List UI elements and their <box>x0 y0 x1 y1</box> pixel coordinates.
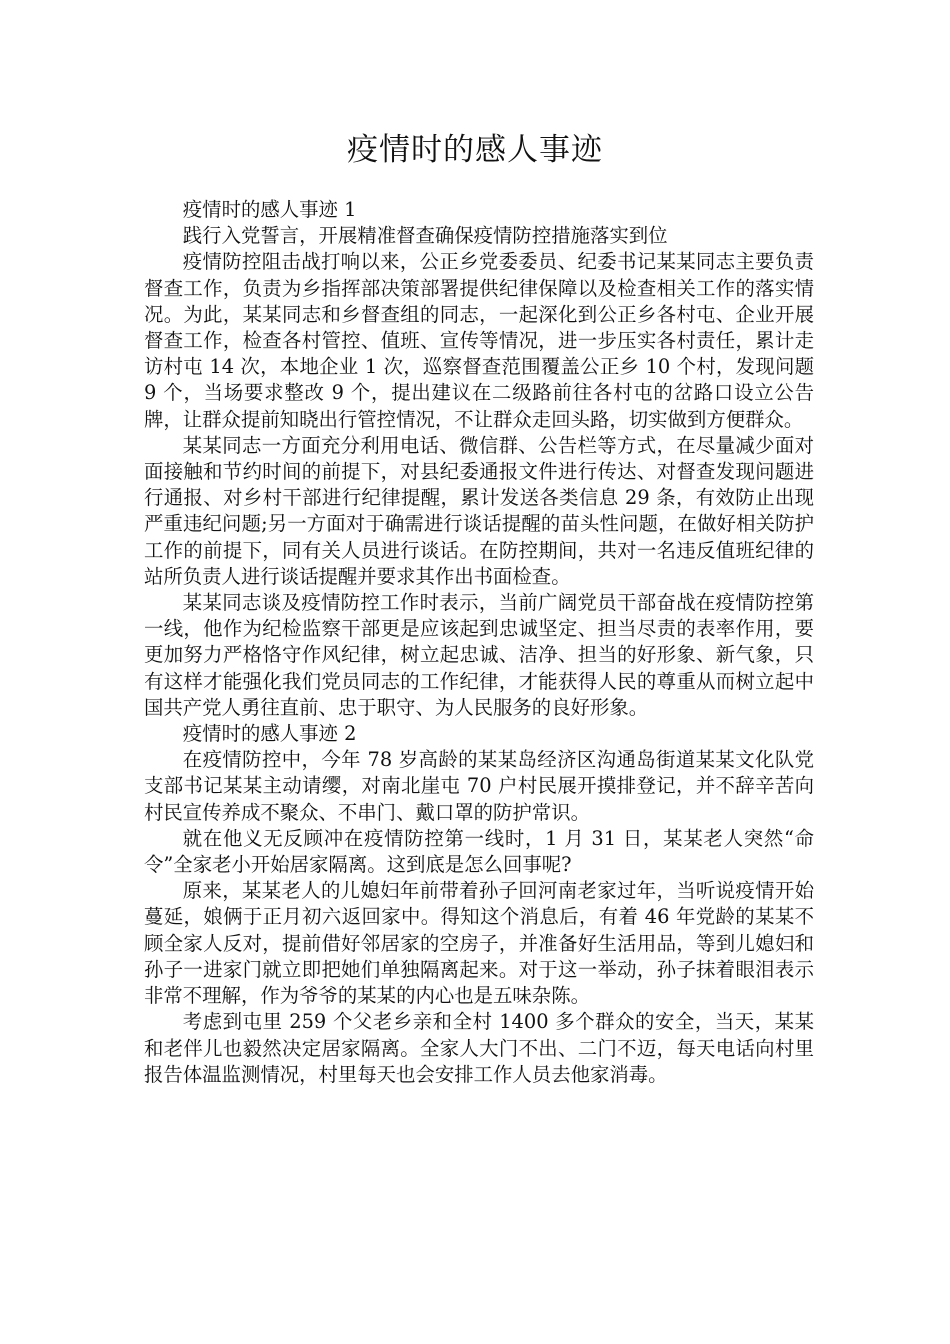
section-heading: 疫情时的感人事迹 2 <box>182 722 357 746</box>
paragraph: 践行入党誓言，开展精准督查确保疫情防控措施落实到位 <box>182 224 668 248</box>
paragraph: 原来，某某老人的儿媳妇年前带着孙子回河南老家过年，当听说疫情开始蔓延，娘俩于正月初六返回家中。得知这个消息后，有着 46 年党龄的某某不顾全家人反对，提前借好邻居家的空房子，并准备好生活用品，等到儿媳妇和孙子一进家门就立即把她们单独隔离起来。对于这一举动，孙子抹着眼泪表示非常不理解，作为爷爷的某某的内心也是五味杂陈。 <box>144 879 814 1008</box>
paragraph: 在疫情防控中，今年 78 岁高龄的某某岛经济区沟通岛街道某某文化队党支部书记某某主动请缨，对南北崖屯 70 户村民展开摸排登记，并不辞辛苦向村民宣传养成不聚众、不串门、戴口罩的防护常识。 <box>144 748 814 824</box>
section-heading: 疫情时的感人事迹 1 <box>182 198 357 221</box>
paragraph: 疫情防控阻击战打响以来，公正乡党委委员、纪委书记某某同志主要负责督查工作，负责为乡指挥部决策部署提供纪律保障以及检查相关工作的落实情况。为此，某某同志和乡督查组的同志，一起深化到公正乡各村屯、企业开展督查工作，检查各村管控、值班、宣传等情况，进一步压实各村责任，累计走访村屯 14 次，本地企业 1 次，巡察督查范围覆盖公正乡 10 个村，发现问题 9 个，当场要求整改 9 个，提出建议在二级路前往各村屯的岔路口设立公告牌，让群众提前知晓出行管控情况，不让群众走回头路，切实做到方便群众。 <box>144 250 814 431</box>
document-body <box>144 197 814 1088</box>
document-title: 疫情时的感人事迹 <box>347 132 603 168</box>
paragraph: 考虑到屯里 259 个父老乡亲和全村 1400 多个群众的安全，当天，某某和老伴儿也毅然决定居家隔离。全家人大门不出、二门不迈，每天电话向村里报告体温监测情况，村里每天也会安排工作人员去他家消毒。 <box>144 1010 814 1086</box>
paragraph: 某某同志谈及疫情防控工作时表示，当前广阔党员干部奋战在疫情防控第一线，他作为纪检监察干部更是应该起到忠诚坚定、担当尽责的表率作用，要更加努力严格恪守作风纪律，树立起忠诚、洁净、担当的好形象、新气象，只有这样才能强化我们党员同志的工作纪律，才能获得人民的尊重从而树立起中国共产党人勇往直前、忠于职守、为人民服务的良好形象。 <box>144 591 814 719</box>
paragraph: 某某同志一方面充分利用电话、微信群、公告栏等方式，在尽量减少面对面接触和节约时间的前提下，对县纪委通报文件进行传达、对督查发现问题进行通报、对乡村干部进行纪律提醒，累计发送各类信息 29 条，有效防止出现严重违纪问题;另一方面对于确需进行谈话提醒的苗头性问题，在做好相关防护工作的前提下，同有关人员进行谈话。在防控期间，共对一名违反值班纪律的站所负责人进行谈话提醒并要求其作出书面检查。 <box>144 433 814 588</box>
paragraph: 就在他义无反顾冲在疫情防控第一线时，1 月 31 日，某某老人突然“命令”全家老小开始居家隔离。这到底是怎么回事呢? <box>144 826 814 877</box>
